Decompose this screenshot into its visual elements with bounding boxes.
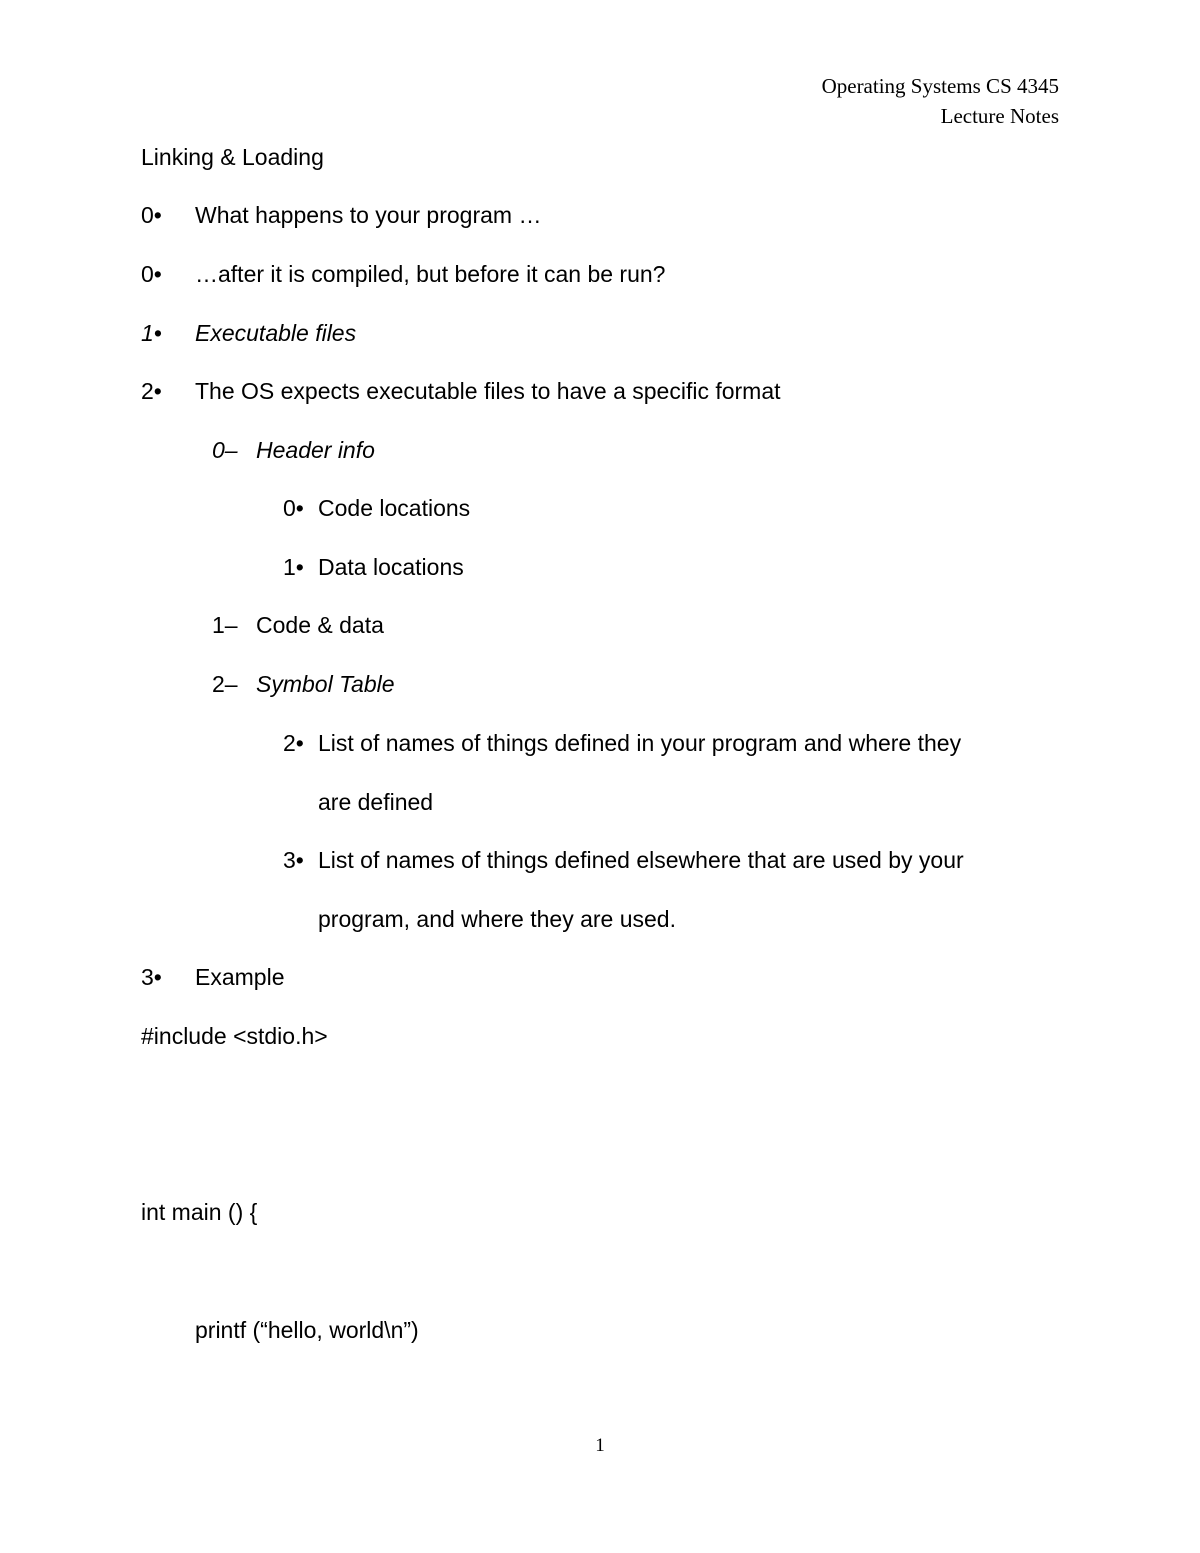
list-item-text: Data locations — [318, 554, 464, 580]
list-marker: 2– — [212, 671, 238, 697]
list-item-text: Symbol Table — [256, 671, 395, 697]
code-main-line: int main () { — [141, 1199, 258, 1225]
list-marker: 1• — [141, 320, 162, 346]
list-marker: 1• — [283, 554, 304, 580]
code-include-line: #include <stdio.h> — [141, 1023, 328, 1049]
list-item-text: Example — [195, 964, 285, 990]
code-printf-line: printf (“hello, world\n”) — [195, 1317, 419, 1343]
page-number: 1 — [595, 1435, 605, 1456]
list-item-text: The OS expects executable files to have a specific format — [195, 378, 781, 404]
list-marker: 0• — [283, 495, 304, 521]
list-item-continuation: are defined — [318, 789, 434, 815]
list-marker: 2• — [283, 730, 304, 756]
list-item-text: Header info — [256, 437, 375, 463]
list-marker: 0• — [141, 202, 162, 228]
list-item-continuation: program, and where they are used. — [318, 906, 676, 932]
list-marker: 3• — [141, 964, 162, 990]
list-marker: 2• — [141, 378, 162, 404]
list-item-text: …after it is compiled, but before it can be run? — [195, 261, 666, 287]
list-marker: 3• — [283, 847, 304, 873]
list-marker: 0• — [141, 261, 162, 287]
list-item-text: Code & data — [256, 612, 384, 638]
header-course: Operating Systems CS 4345 — [821, 74, 1059, 98]
list-marker: 0– — [212, 437, 238, 463]
list-item-text: Executable files — [195, 320, 357, 346]
list-item-text: Code locations — [318, 495, 471, 521]
list-item-text: List of names of things defined in your program and where they — [318, 730, 962, 756]
list-item-text: What happens to your program … — [195, 202, 542, 228]
list-item-text: List of names of things defined elsewhere that are used by your — [318, 847, 964, 873]
section-title: Linking & Loading — [141, 144, 324, 170]
header-doc-type: Lecture Notes — [940, 104, 1059, 128]
list-marker: 1– — [212, 612, 238, 638]
